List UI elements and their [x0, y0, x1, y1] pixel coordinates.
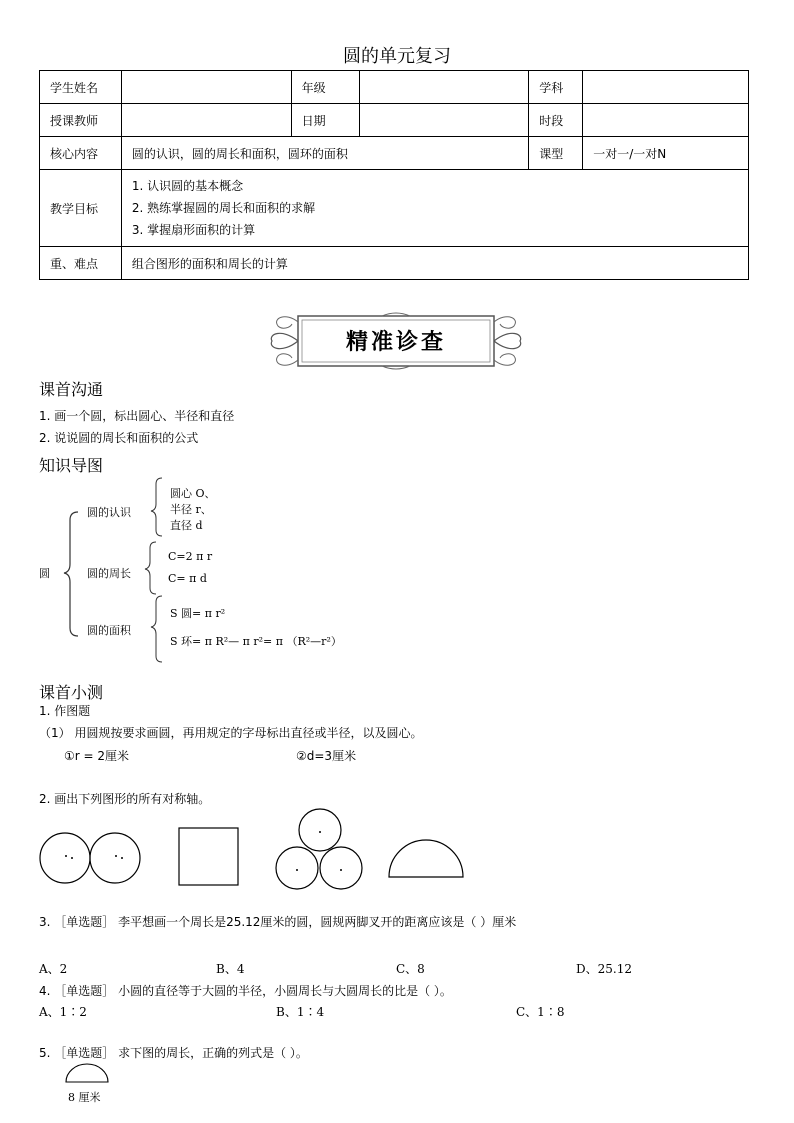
- map-branch-label: 圆的周长: [87, 567, 131, 580]
- question-title: 1. 作图题: [39, 704, 91, 718]
- section-heading: 知识导图: [39, 456, 104, 475]
- lesson-type-value: 一对一/一对N: [583, 137, 749, 170]
- goals-label: 教学目标: [40, 170, 122, 247]
- figure-label: 8 厘米: [68, 1091, 101, 1104]
- key-points-label: 重、难点: [40, 247, 122, 280]
- goal-item: 1. 认识圆的基本概念: [131, 179, 244, 193]
- section-heading: 课首沟通: [39, 380, 104, 399]
- student-name-field: [121, 71, 291, 104]
- map-leaf: 圆心 O、: [170, 487, 216, 500]
- answer-option: C、8: [396, 962, 425, 976]
- table-row: [40, 71, 749, 104]
- map-leaf: S 圆= π r²: [170, 607, 226, 620]
- answer-option: D、25.12: [576, 962, 632, 976]
- answer-option: B、4: [216, 962, 245, 976]
- grade-label: 年级: [291, 71, 359, 104]
- teacher-field: [121, 104, 291, 137]
- grade-field: [359, 71, 529, 104]
- question-text: 5. ［单选题］ 求下图的周长，正确的列式是（ ）。: [39, 1046, 308, 1060]
- semicircle-figure: [64, 1060, 114, 1086]
- subject-field: [583, 71, 749, 104]
- subject-label: 学科: [529, 71, 583, 104]
- date-label: 日期: [291, 104, 359, 137]
- list-item: 1. 画一个圆，标出圆心、半径和直径: [39, 409, 235, 423]
- banner-title: 精准诊查: [345, 329, 446, 355]
- map-leaf: S 环= π R²— π r²= π （R²—r²）: [170, 635, 342, 648]
- question-part: ②d=3厘米: [296, 749, 357, 763]
- question-part: ①r = 2厘米: [64, 749, 130, 763]
- teacher-label: 授课教师: [40, 104, 122, 137]
- answer-option: A、1∶2: [39, 1005, 87, 1019]
- core-content-label: 核心内容: [40, 137, 122, 170]
- lesson-info-table: [39, 70, 749, 280]
- table-row: [40, 137, 749, 170]
- table-row: [40, 170, 749, 247]
- period-label: 时段: [529, 104, 583, 137]
- student-name-label: 学生姓名: [40, 71, 122, 104]
- goal-item: 3. 掌握扇形面积的计算: [131, 223, 256, 237]
- period-field: [583, 104, 749, 137]
- document-title: 圆的单元复习: [343, 46, 451, 67]
- question-text: 3. ［单选题］ 李平想画一个周长是25.12厘米的圆，圆规两脚叉开的距离应该是（ ）厘米: [39, 915, 517, 929]
- symmetry-figures: [36, 800, 476, 890]
- lesson-type-label: 课型: [529, 137, 583, 170]
- question-text: 4. ［单选题］ 小圆的直径等于大圆的半径，小圆周长与大圆周长的比是（ ）。: [39, 984, 452, 998]
- map-leaf: C= π d: [168, 572, 207, 585]
- map-root-label: 圆: [39, 567, 50, 580]
- map-leaf: 半径 r、: [170, 503, 212, 516]
- table-row: [40, 104, 749, 137]
- list-item: 2. 说说圆的周长和面积的公式: [39, 431, 199, 445]
- map-branch-label: 圆的认识: [87, 506, 131, 519]
- goals-list: [121, 170, 748, 247]
- answer-option: B、1∶4: [276, 1005, 325, 1019]
- map-leaf: 直径 d: [170, 519, 203, 532]
- core-content-value: 圆的认识，圆的周长和面积，圆环的面积: [121, 137, 528, 170]
- goal-item: 2. 熟练掌握圆的周长和面积的求解: [131, 201, 316, 215]
- answer-option: A、2: [39, 962, 68, 976]
- table-row: [40, 247, 749, 280]
- question-title: 2. 画出下列图形的所有对称轴。: [39, 792, 211, 806]
- map-branch-label: 圆的面积: [87, 624, 131, 637]
- section-heading: 课首小测: [39, 683, 104, 702]
- date-field: [359, 104, 529, 137]
- key-points-value: 组合图形的面积和周长的计算: [121, 247, 748, 280]
- map-leaf: C=2 π r: [168, 550, 213, 563]
- answer-option: C、1∶8: [516, 1005, 565, 1019]
- section-banner: [262, 308, 530, 374]
- question-text: （1） 用圆规按要求画圆，再用规定的字母标出直径或半径，以及圆心。: [39, 726, 423, 740]
